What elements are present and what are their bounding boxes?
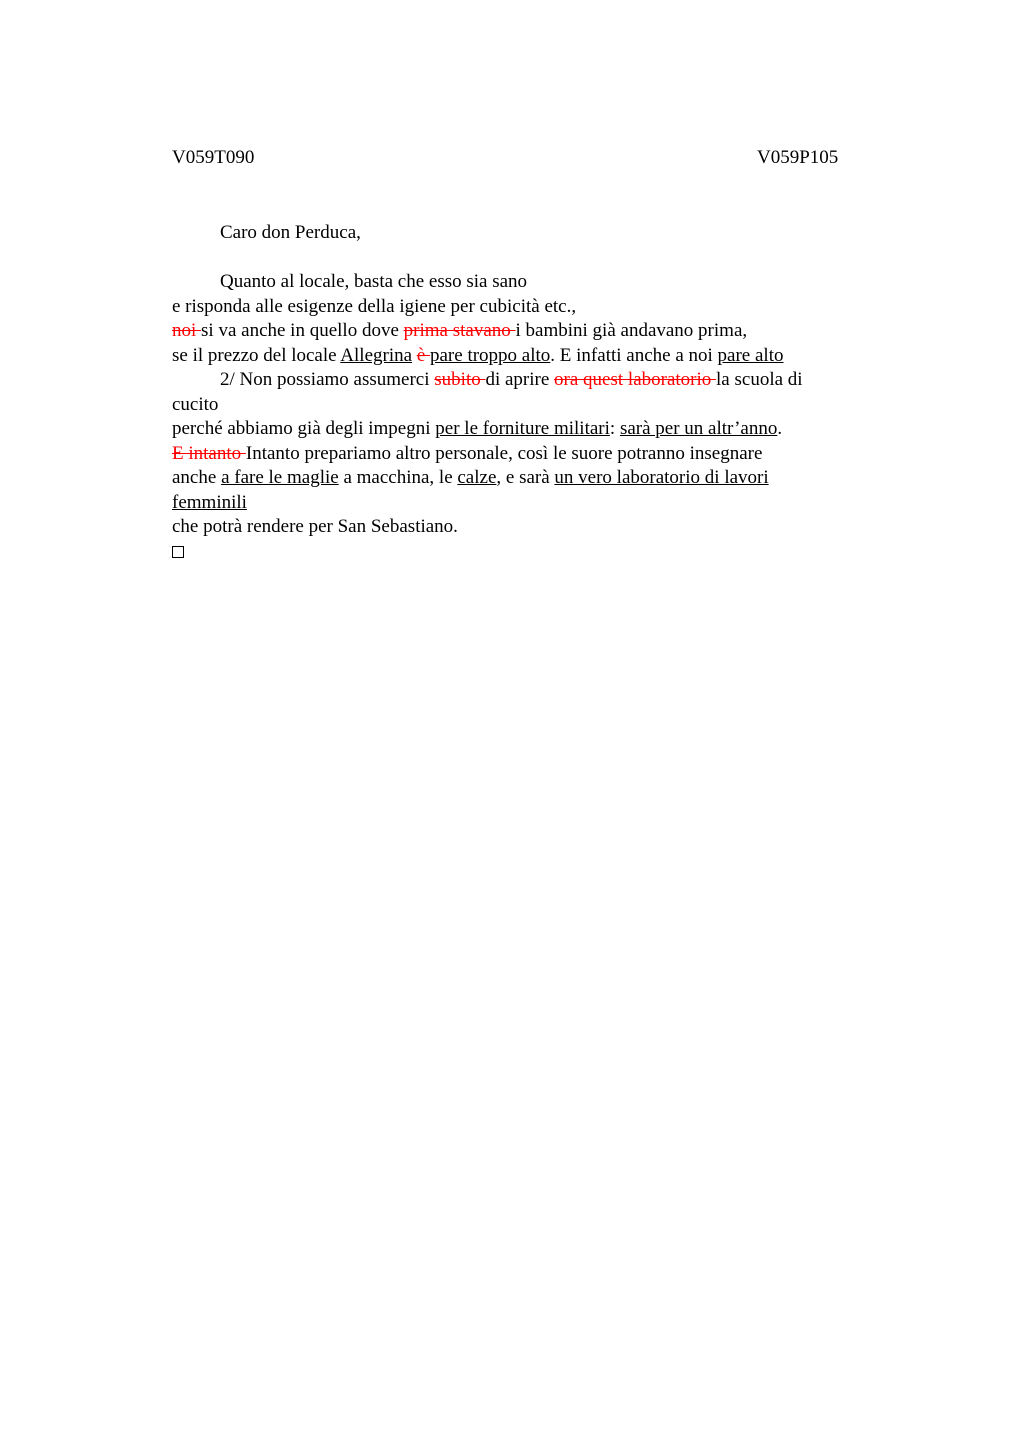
text-span: perché abbiamo già degli impegni: [172, 418, 436, 439]
document-code-left: V059T090: [172, 147, 255, 168]
salutation: Caro don Perduca,: [220, 222, 361, 243]
deleted-text: noi: [172, 320, 202, 341]
underlined-text: pare alto: [717, 344, 784, 366]
underlined-text: a fare le maglie: [221, 467, 339, 488]
underlined-text: per le forniture militari: [435, 418, 610, 439]
underlined-text: calze: [457, 467, 497, 488]
text-span: 2/ Non possiamo assumerci: [220, 369, 435, 390]
text-span: si va anche in quello dove: [201, 320, 404, 341]
document-code-right: V059P105: [757, 147, 839, 168]
text-span: . E infatti anche a noi: [550, 344, 718, 366]
text-line-5: [172, 368, 872, 393]
text-line-6: cucito: [172, 393, 219, 415]
text-line-3: [172, 319, 872, 344]
text-line-11: che potrà rendere per San Sebastiano.: [172, 516, 458, 537]
text-span: di aprire: [485, 369, 555, 390]
deleted-text: E intanto: [172, 442, 246, 464]
text-span: a macchina, le: [338, 467, 458, 488]
text-line-7: [172, 417, 872, 442]
paragraph-gap: [172, 246, 872, 271]
text-span: se il prezzo del locale: [172, 344, 341, 366]
text-span: , e sarà: [496, 467, 555, 488]
text-span: anche: [172, 467, 222, 488]
underlined-text: femminili: [172, 491, 247, 513]
underlined-text: sarà per un altr’anno: [619, 418, 778, 439]
deleted-text: ora quest laboratorio: [554, 369, 717, 390]
text-line-9: [172, 466, 872, 491]
text-span: :: [609, 418, 620, 439]
underlined-text: un vero laboratorio di lavori: [554, 467, 769, 488]
text-line-10: [172, 491, 872, 516]
text-line-8: [172, 442, 872, 467]
text-line-2: e risponda alle esigenze della igiene per cubicità etc.,: [172, 295, 577, 317]
underlined-text: Allegrina: [340, 344, 413, 366]
letter-body: [172, 221, 872, 564]
square-outline-icon: [172, 546, 184, 558]
text-span: i bambini già andavano prima,: [515, 320, 748, 341]
end-marker: [172, 540, 872, 565]
deleted-text: subito: [434, 369, 486, 390]
text-line-1: Quanto al locale, basta che esso sia sano: [220, 271, 528, 292]
text-span: .: [777, 418, 783, 439]
text-span: Intanto prepariamo altro personale, così le suore potranno insegnare: [245, 442, 763, 464]
text-line-4: [172, 344, 872, 369]
deleted-text: è: [416, 344, 430, 366]
text-span: la scuola di: [716, 369, 803, 390]
underlined-text: pare troppo alto: [430, 344, 551, 366]
deleted-text: prima stavano: [403, 320, 516, 341]
